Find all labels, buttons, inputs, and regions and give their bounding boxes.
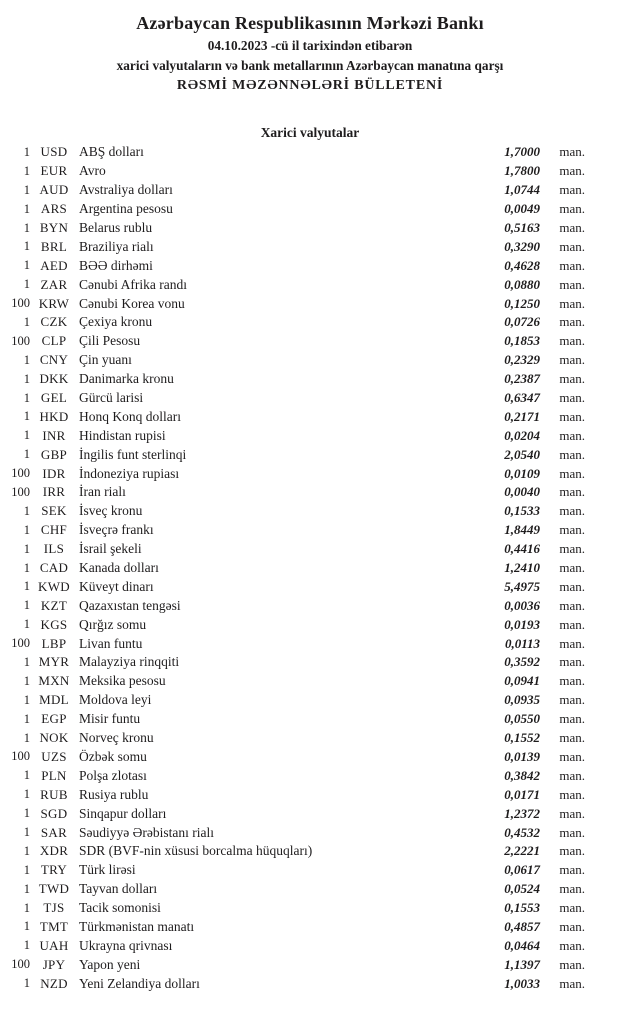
currency-name-cell: Yeni Zelandiya dolları: [79, 975, 200, 991]
currency-name-cell: Norveç kronu: [79, 730, 154, 746]
currency-code-cell: MDL: [39, 692, 69, 708]
unit-cell: man.: [559, 692, 585, 708]
unit-cell: man.: [559, 578, 585, 594]
rate-value-cell: 1,8449: [504, 522, 540, 538]
currency-code-cell: KRW: [38, 295, 70, 311]
currency-name-cell: Çili Pesosu: [79, 333, 141, 349]
rate-value-cell: 0,0139: [504, 748, 540, 764]
unit-cell: man.: [559, 711, 585, 727]
unit-cell: man.: [559, 503, 585, 519]
rate-row: [0, 219, 620, 238]
rate-value-cell: 1,2410: [504, 560, 540, 576]
rate-row: [0, 256, 620, 275]
currency-name-cell: Tayvan dolları: [79, 881, 158, 897]
quantity-cell: 1: [23, 881, 30, 896]
rate-value-cell: 0,0524: [504, 881, 540, 897]
rate-value-cell: 0,0617: [504, 862, 540, 878]
currency-code-cell: TJS: [43, 900, 65, 916]
quantity-cell: 1: [23, 843, 30, 858]
currency-name-cell: Çexiya kronu: [79, 314, 153, 330]
rate-value-cell: 0,0464: [504, 937, 540, 953]
currency-code-cell: TRY: [40, 862, 68, 878]
unit-cell: man.: [559, 352, 585, 368]
quantity-cell: 1: [23, 692, 30, 707]
quantity-cell: 1: [23, 201, 30, 216]
quantity-cell: 1: [23, 428, 30, 443]
quantity-cell: 1: [23, 900, 30, 915]
rate-row: [0, 389, 620, 408]
quantity-cell: 100: [11, 957, 30, 972]
rate-row: [0, 464, 620, 483]
rate-row: [0, 162, 620, 181]
section-title: Xarici valyutalar: [260, 125, 360, 140]
rate-value-cell: 0,4532: [504, 824, 540, 840]
rate-row: [0, 313, 620, 332]
currency-code-cell: NZD: [40, 975, 68, 991]
unit-cell: man.: [559, 390, 585, 406]
quantity-cell: 1: [23, 806, 30, 821]
unit-cell: man.: [559, 900, 585, 916]
unit-cell: man.: [559, 408, 585, 424]
currency-name-cell: Yapon yeni: [79, 956, 141, 972]
currency-code-cell: NOK: [39, 730, 69, 746]
rate-row: [0, 332, 620, 351]
quantity-cell: 1: [23, 409, 30, 424]
quantity-cell: 1: [23, 768, 30, 783]
currency-code-cell: SGD: [40, 805, 68, 821]
rate-value-cell: 0,6347: [504, 390, 540, 406]
currency-name-cell: Livan funtu: [79, 635, 143, 651]
currency-code-cell: INR: [42, 427, 66, 443]
rate-value-cell: 0,0550: [504, 711, 540, 727]
currency-name-cell: Cənubi Afrika randı: [79, 276, 187, 292]
unit-cell: man.: [559, 956, 585, 972]
effective-date-line: 04.10.2023 -cü il tarixindən etibarən: [207, 38, 413, 53]
rate-value-cell: 1,0744: [504, 182, 540, 198]
rate-row: [0, 483, 620, 502]
rate-value-cell: 0,2329: [504, 352, 540, 368]
quantity-cell: 1: [23, 919, 30, 934]
quantity-cell: 1: [23, 862, 30, 877]
rate-row: [0, 634, 620, 653]
currency-code-cell: EGP: [41, 711, 67, 727]
unit-cell: man.: [559, 843, 585, 859]
currency-name-cell: Tacik somonisi: [79, 900, 161, 916]
currency-name-cell: Meksika pesosu: [79, 673, 166, 689]
currency-code-cell: CNY: [39, 352, 69, 368]
currency-code-cell: CHF: [40, 522, 68, 538]
rate-row: [0, 370, 620, 389]
currency-name-cell: Sinqapur dolları: [79, 805, 167, 821]
rate-value-cell: 0,5163: [504, 220, 540, 235]
rate-row: [0, 974, 620, 993]
rate-value-cell: 2,2221: [504, 843, 540, 859]
currency-code-cell: EUR: [40, 163, 68, 179]
rate-value-cell: 0,1250: [504, 295, 540, 311]
unit-cell: man.: [559, 220, 585, 235]
currency-name-cell: Qırğız somu: [79, 616, 147, 632]
currency-name-cell: İsveçrə frankı: [79, 522, 154, 538]
unit-cell: man.: [559, 786, 585, 802]
rate-row: [0, 615, 620, 634]
currency-name-cell: Kanada dolları: [79, 560, 159, 576]
currency-code-cell: ARS: [40, 201, 68, 217]
currency-code-cell: ZAR: [40, 276, 68, 292]
rate-row: [0, 804, 620, 823]
rate-value-cell: 0,3592: [504, 654, 540, 670]
quantity-cell: 100: [11, 466, 30, 481]
quantity-cell: 1: [23, 503, 30, 518]
rate-value-cell: 0,4857: [504, 918, 540, 934]
rate-value-cell: 0,2171: [504, 408, 540, 424]
unit-cell: man.: [559, 975, 585, 991]
rate-value-cell: 1,7800: [504, 163, 540, 179]
currency-name-cell: Honq Konq dolları: [79, 408, 181, 424]
currency-code-cell: ILS: [43, 541, 65, 557]
rate-value-cell: 0,2387: [504, 371, 540, 387]
quantity-cell: 1: [23, 598, 30, 613]
currency-name-cell: ABŞ dolları: [79, 144, 144, 160]
currency-name-cell: BƏƏ dirhəmi: [79, 257, 153, 273]
currency-code-cell: AUD: [39, 182, 69, 198]
unit-cell: man.: [559, 276, 585, 292]
quantity-cell: 1: [23, 220, 30, 235]
rate-row: [0, 672, 620, 691]
currency-code-cell: TMT: [39, 918, 69, 934]
rate-value-cell: 0,0109: [504, 465, 540, 481]
rate-value-cell: 5,4975: [504, 578, 540, 594]
rate-value-cell: 0,4628: [504, 257, 540, 273]
currency-code-cell: SEK: [41, 503, 67, 519]
quantity-cell: 1: [23, 182, 30, 197]
rate-value-cell: 0,3842: [504, 767, 540, 783]
rate-value-cell: 0,0935: [504, 692, 540, 708]
rate-value-cell: 2,0540: [504, 446, 540, 462]
quantity-cell: 1: [23, 352, 30, 367]
quantity-cell: 1: [23, 825, 30, 839]
currency-code-cell: GBP: [40, 446, 68, 462]
currency-name-cell: İran rialı: [79, 484, 126, 500]
rate-row: [0, 143, 620, 162]
rate-value-cell: 1,7000: [504, 144, 540, 160]
unit-cell: man.: [559, 560, 585, 576]
rate-row: [0, 502, 620, 521]
unit-cell: man.: [559, 333, 585, 349]
unit-cell: man.: [559, 862, 585, 878]
rate-row: [0, 918, 620, 937]
quantity-cell: 1: [23, 371, 30, 386]
rate-row: [0, 748, 620, 767]
rate-row: [0, 559, 620, 578]
rate-row: [0, 936, 620, 955]
quantity-cell: 1: [23, 163, 30, 178]
unit-cell: man.: [559, 446, 585, 462]
rate-value-cell: 0,4416: [504, 541, 540, 557]
currency-code-cell: KWD: [38, 578, 70, 594]
quantity-cell: 1: [23, 390, 30, 405]
rate-value-cell: 1,2372: [504, 805, 540, 821]
quantity-cell: 1: [23, 730, 30, 745]
currency-code-cell: USD: [40, 144, 68, 160]
rate-row: [0, 785, 620, 804]
rate-row: [0, 351, 620, 370]
rate-value-cell: 0,0880: [504, 276, 540, 292]
currency-code-cell: UAH: [39, 937, 69, 953]
currency-name-cell: Cənubi Korea vonu: [79, 295, 185, 311]
rate-value-cell: 0,0049: [504, 201, 540, 217]
unit-cell: man.: [559, 182, 585, 198]
rate-value-cell: 1,0033: [504, 975, 540, 991]
currency-code-cell: AED: [40, 257, 68, 273]
rate-row: [0, 200, 620, 219]
currency-code-cell: TWD: [38, 881, 70, 897]
currency-code-cell: GEL: [40, 390, 68, 406]
currency-code-cell: KGS: [40, 616, 68, 632]
quantity-cell: 1: [23, 258, 30, 273]
unit-cell: man.: [559, 163, 585, 179]
rate-value-cell: 0,1853: [504, 333, 540, 349]
unit-cell: man.: [559, 824, 585, 840]
page-title: Azərbaycan Respublikasının Mərkəzi Bankı: [136, 13, 484, 33]
rate-value-cell: 0,0193: [504, 616, 540, 632]
currency-name-cell: İndoneziya rupiası: [79, 465, 180, 481]
unit-cell: man.: [559, 371, 585, 387]
exchange-rates-table: [0, 143, 620, 993]
rate-value-cell: 0,0204: [504, 427, 540, 443]
quantity-cell: 1: [23, 560, 30, 575]
rate-value-cell: 0,1553: [504, 900, 540, 916]
rate-row: [0, 880, 620, 899]
currency-code-cell: KZT: [40, 597, 68, 613]
unit-cell: man.: [559, 918, 585, 934]
unit-cell: man.: [559, 673, 585, 689]
unit-cell: man.: [559, 314, 585, 330]
currency-code-cell: DKK: [39, 371, 69, 387]
currency-code-cell: CZK: [40, 314, 68, 330]
quantity-cell: 100: [11, 636, 30, 651]
unit-cell: man.: [559, 522, 585, 538]
currency-name-cell: Səudiyyə Ərəbistanı rialı: [79, 824, 214, 840]
unit-cell: man.: [559, 238, 585, 254]
rate-row: [0, 540, 620, 559]
currency-name-cell: Braziliya rialı: [79, 238, 154, 254]
currency-name-cell: İngilis funt sterlinqi: [79, 446, 187, 462]
rate-row: [0, 861, 620, 880]
rate-value-cell: 0,0941: [504, 673, 540, 689]
quantity-cell: 100: [11, 749, 30, 764]
unit-cell: man.: [559, 144, 585, 160]
quantity-cell: 1: [23, 314, 30, 329]
quantity-cell: 1: [23, 938, 30, 953]
currency-code-cell: MXN: [38, 673, 70, 689]
rate-row: [0, 426, 620, 445]
quantity-cell: 100: [11, 296, 30, 311]
currency-code-cell: BYN: [39, 220, 69, 235]
rate-row: [0, 577, 620, 596]
rate-value-cell: 0,0726: [504, 314, 540, 330]
quantity-cell: 1: [23, 277, 30, 292]
rate-row: [0, 521, 620, 540]
currency-code-cell: RUB: [40, 786, 68, 802]
quantity-cell: 1: [23, 541, 30, 556]
currency-name-cell: Küveyt dinarı: [79, 578, 154, 594]
unit-cell: man.: [559, 541, 585, 557]
unit-cell: man.: [559, 257, 585, 273]
unit-cell: man.: [559, 805, 585, 821]
currency-code-cell: PLN: [41, 767, 67, 783]
rate-row: [0, 766, 620, 785]
unit-cell: man.: [559, 484, 585, 500]
rate-row: [0, 899, 620, 918]
subject-line: xarici valyutaların və bank metallarının Azərbaycan manatına qarşı: [116, 58, 504, 73]
rate-value-cell: 1,1397: [504, 956, 540, 972]
currency-code-cell: BRL: [40, 238, 68, 254]
currency-name-cell: Misir funtu: [79, 711, 141, 727]
rate-value-cell: 0,0113: [504, 635, 540, 651]
currency-code-cell: CLP: [41, 333, 67, 349]
rate-row: [0, 181, 620, 200]
rate-value-cell: 0,0171: [504, 786, 540, 802]
quantity-cell: 100: [11, 333, 30, 348]
rate-row: [0, 955, 620, 974]
rate-row: [0, 407, 620, 426]
currency-name-cell: İsveç kronu: [79, 503, 143, 519]
currency-code-cell: HKD: [39, 408, 69, 424]
bulletin-title: RƏSMİ MƏZƏNNƏLƏRİ BÜLLETENİ: [176, 78, 444, 93]
rate-value-cell: 0,1533: [504, 503, 540, 519]
currency-code-cell: JPY: [42, 956, 66, 972]
unit-cell: man.: [559, 295, 585, 311]
quantity-cell: 1: [23, 239, 30, 254]
currency-name-cell: Çin yuanı: [79, 352, 132, 368]
currency-name-cell: Polşa zlotası: [79, 767, 147, 783]
quantity-cell: 1: [23, 617, 30, 632]
currency-name-cell: Türk lirəsi: [79, 862, 136, 878]
rate-row: [0, 691, 620, 710]
currency-code-cell: IDR: [42, 465, 66, 481]
currency-name-cell: Moldova leyi: [79, 692, 152, 708]
currency-code-cell: UZS: [41, 748, 67, 764]
currency-name-cell: Ukrayna qrivnası: [79, 937, 173, 953]
quantity-cell: 1: [23, 654, 30, 669]
currency-name-cell: Özbək somu: [79, 748, 147, 764]
unit-cell: man.: [559, 427, 585, 443]
currency-name-cell: SDR (BVF-nin xüsusi borcalma hüquqları): [79, 843, 313, 859]
quantity-cell: 1: [23, 976, 30, 991]
rate-row: [0, 823, 620, 842]
currency-name-cell: Gürcü larisi: [79, 390, 144, 406]
unit-cell: man.: [559, 597, 585, 613]
quantity-cell: 1: [23, 447, 30, 462]
rate-row: [0, 842, 620, 861]
quantity-cell: 1: [23, 673, 30, 688]
unit-cell: man.: [559, 465, 585, 481]
rate-row: [0, 710, 620, 729]
rate-row: [0, 729, 620, 748]
currency-name-cell: Qazaxıstan tengəsi: [79, 597, 181, 613]
currency-name-cell: Türkmənistan manatı: [79, 918, 195, 934]
currency-code-cell: MYR: [38, 654, 70, 670]
rate-row: [0, 653, 620, 672]
rate-row: [0, 596, 620, 615]
quantity-cell: 100: [11, 484, 30, 499]
rate-row: [0, 294, 620, 313]
unit-cell: man.: [559, 654, 585, 670]
currency-code-cell: LBP: [41, 635, 67, 651]
rate-value-cell: 0,1552: [504, 730, 540, 746]
unit-cell: man.: [559, 748, 585, 764]
currency-name-cell: Danimarka kronu: [79, 371, 174, 387]
rate-value-cell: 0,3290: [504, 238, 540, 254]
currency-code-cell: XDR: [39, 843, 69, 859]
document-header: [0, 10, 620, 96]
unit-cell: man.: [559, 767, 585, 783]
currency-name-cell: Belarus rublu: [79, 220, 153, 235]
rate-row: [0, 445, 620, 464]
currency-name-cell: Avro: [79, 163, 106, 179]
currency-name-cell: Hindistan rupisi: [79, 427, 166, 443]
rate-value-cell: 0,0036: [504, 597, 540, 613]
rate-row: [0, 275, 620, 294]
currency-code-cell: SAR: [40, 824, 68, 840]
quantity-cell: 1: [23, 522, 30, 537]
currency-code-cell: CAD: [39, 560, 69, 576]
currency-name-cell: Rusiya rublu: [79, 786, 149, 802]
unit-cell: man.: [559, 616, 585, 632]
currency-code-cell: IRR: [42, 484, 66, 500]
rate-row: [0, 237, 620, 256]
currency-name-cell: Avstraliya dolları: [79, 182, 173, 198]
unit-cell: man.: [559, 730, 585, 746]
currency-name-cell: İsrail şekeli: [79, 541, 142, 557]
quantity-cell: 1: [23, 711, 30, 726]
currency-name-cell: Malayziya rinqqiti: [79, 654, 180, 670]
unit-cell: man.: [559, 937, 585, 953]
unit-cell: man.: [559, 881, 585, 897]
quantity-cell: 1: [23, 579, 30, 594]
currency-name-cell: Argentina pesosu: [79, 201, 173, 217]
unit-cell: man.: [559, 201, 585, 217]
quantity-cell: 1: [23, 787, 30, 802]
quantity-cell: 1: [23, 144, 30, 159]
unit-cell: man.: [559, 635, 585, 651]
rate-value-cell: 0,0040: [504, 484, 540, 500]
